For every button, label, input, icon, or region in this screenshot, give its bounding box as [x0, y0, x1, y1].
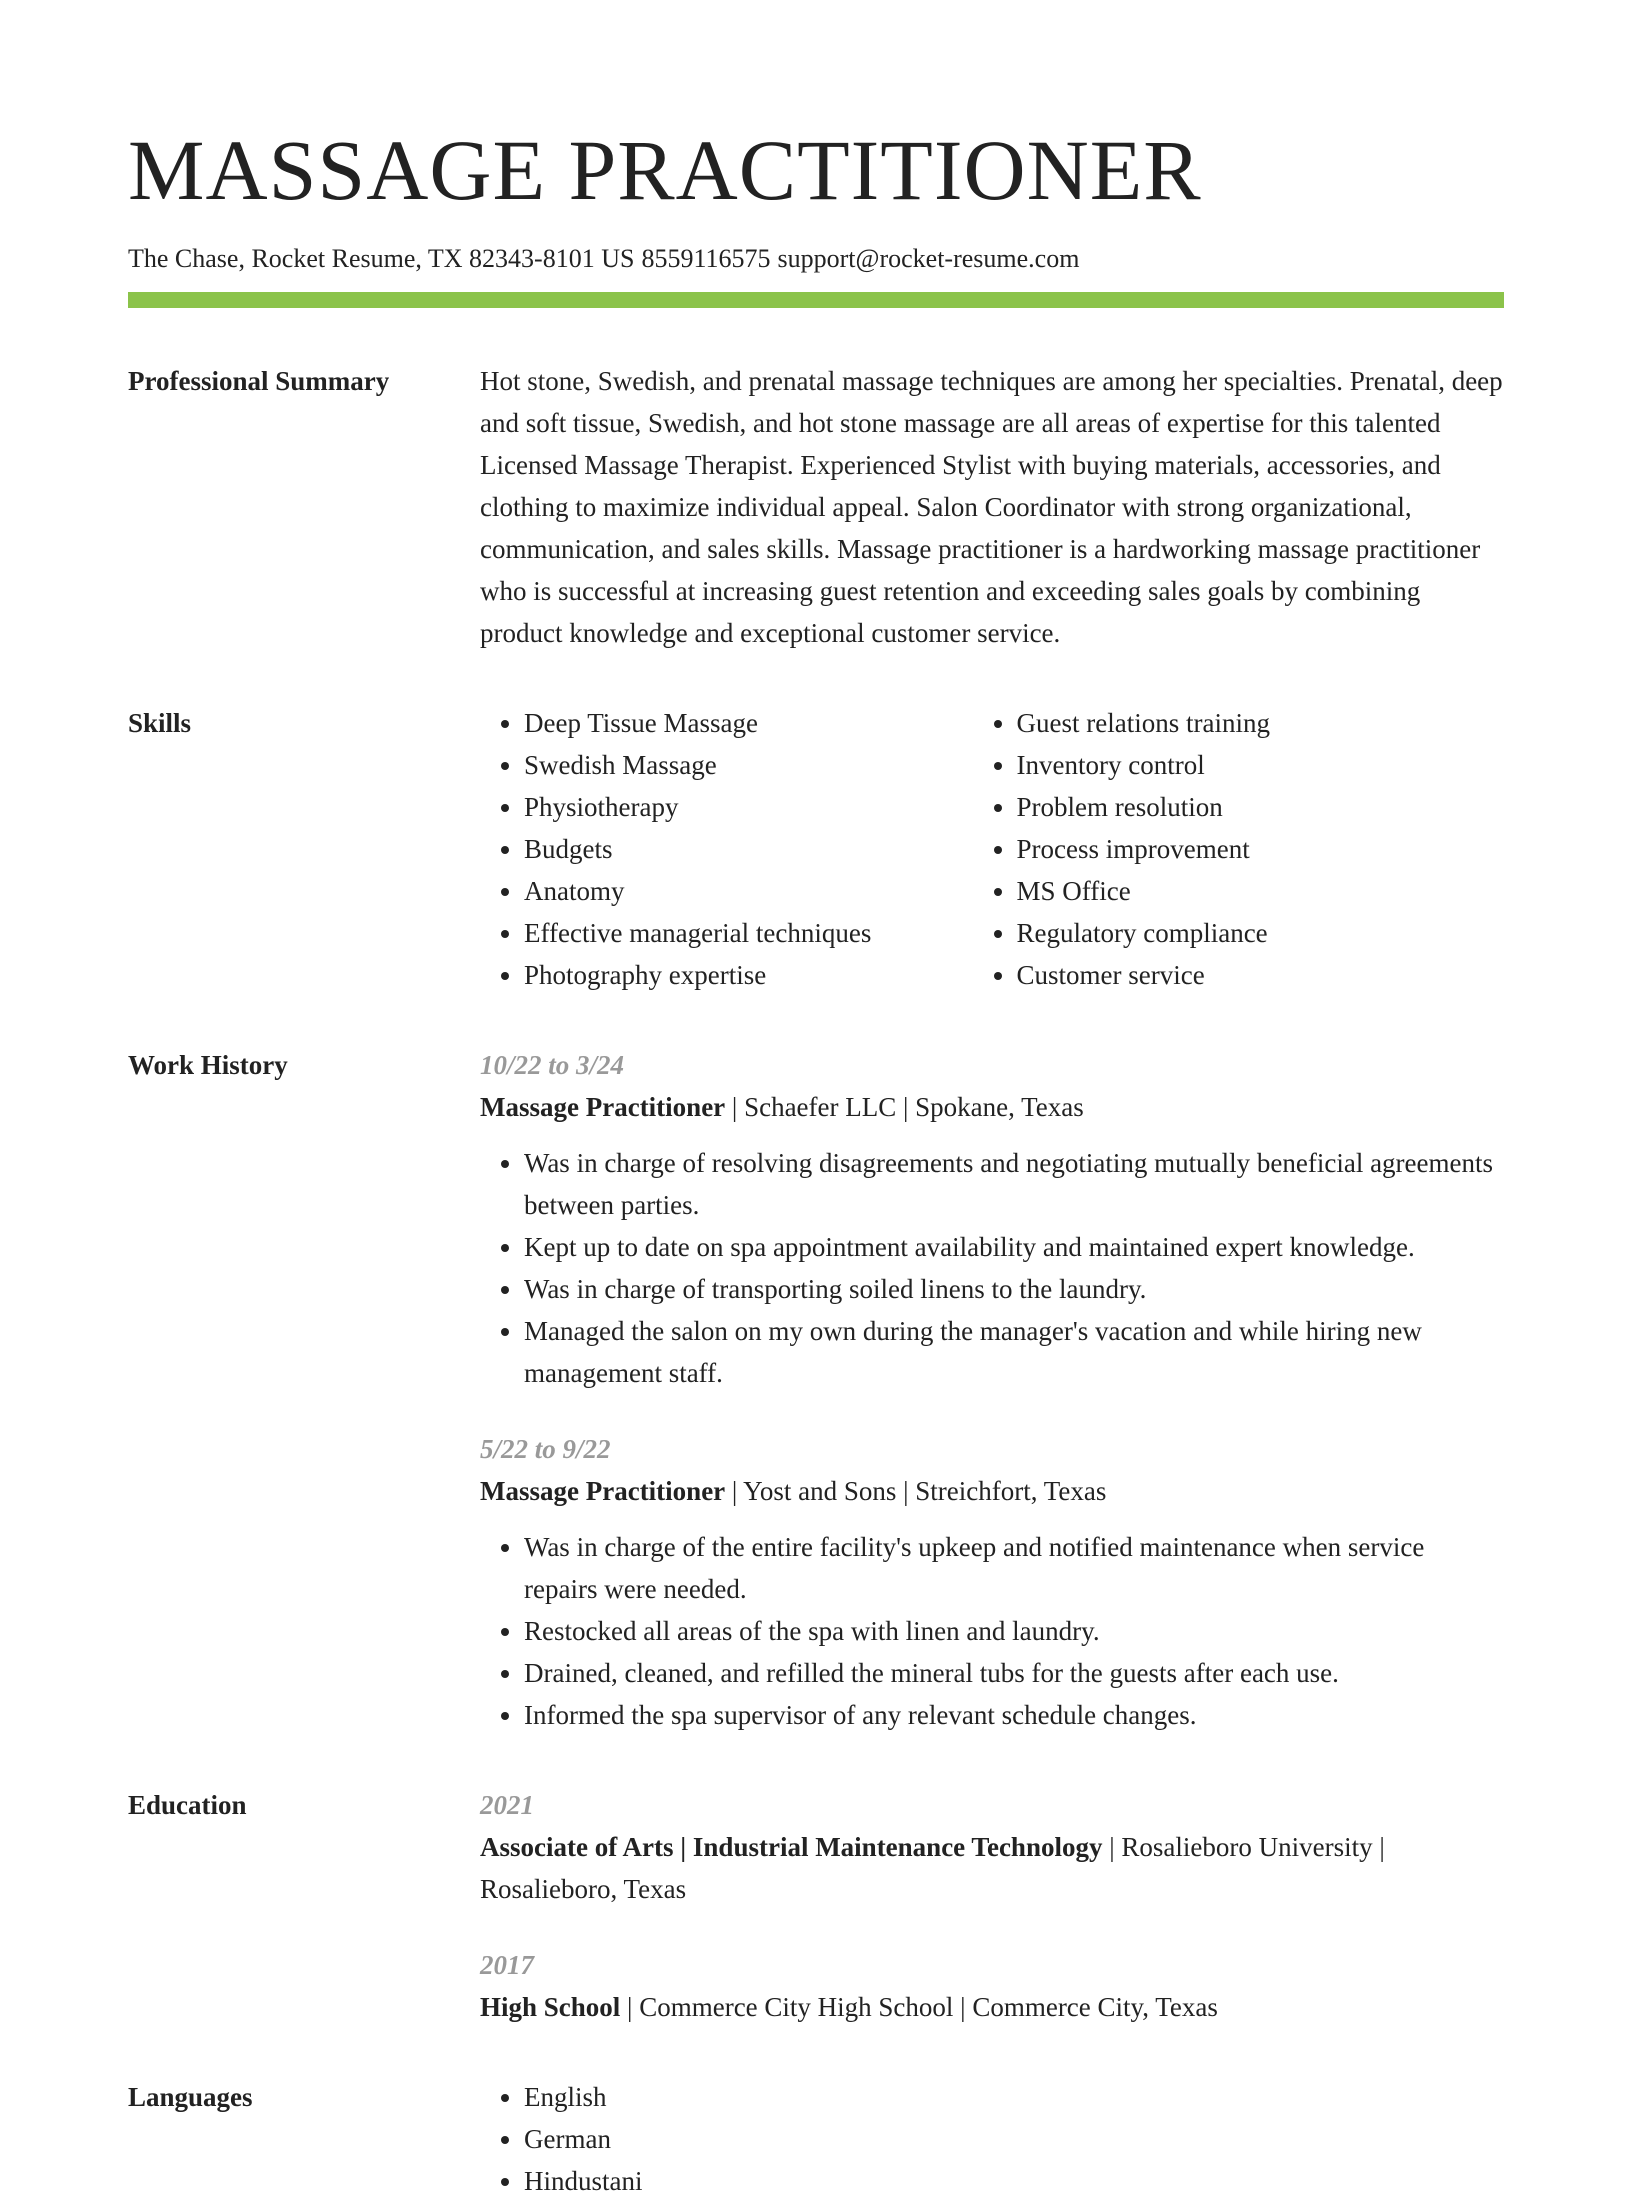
education-line [480, 1826, 1504, 1910]
job-role: Massage Practitioner [480, 1092, 726, 1122]
work-history-heading: Work History [128, 1050, 288, 1080]
job-bullets [480, 1142, 1504, 1394]
job-bullets [480, 1526, 1504, 1736]
job-details: | Yost and Sons | Streichfort, Texas [725, 1476, 1107, 1506]
skill-item: • Anatomy [524, 870, 973, 912]
contact-phone: 8559116575 [641, 244, 771, 273]
resume-name: MASSAGE PRACTITIONER [128, 122, 1202, 218]
job-bullet: • Kept up to date on spa appointment availability and maintained expert knowledge. [524, 1226, 1504, 1268]
summary-heading: Professional Summary [128, 366, 390, 396]
job-dates: 5/22 to 9/22 [480, 1434, 611, 1464]
job-title-line [480, 1470, 1504, 1512]
education-degree: Associate of Arts | Industrial Maintenance Technology [480, 1832, 1103, 1862]
job-entry [480, 1044, 1504, 1394]
skill-item: • Photography expertise [524, 954, 973, 996]
education-degree: High School [480, 1992, 621, 2022]
summary-section [128, 360, 1504, 654]
education-year: 2021 [480, 1790, 534, 1820]
language-item: • English [524, 2076, 1504, 2118]
skill-item: • Process improvement [1017, 828, 1505, 870]
contact-address: The Chase, Rocket Resume, TX 82343-8101 US [128, 244, 635, 273]
languages-heading: Languages [128, 2082, 253, 2112]
skill-item: • Guest relations training [1017, 702, 1505, 744]
job-bullet: • Managed the salon on my own during the manager's vacation and while hiring new management staff. [524, 1310, 1504, 1394]
summary-text: Hot stone, Swedish, and prenatal massage techniques are among her specialties. Prenatal, deep and soft tissue, Swedish, and hot stone massage are all areas of expertise for this talented Licensed Massage Therapist. Experienced Stylist with buying materials, accessories, and clothing to maximize individual appeal. Salon Coordinator with strong organizational, communication, and sales skills. Massage practitioner is a hardworking massage practitioner who is successful at increasing guest retention and exceeding sales goals by combining product knowledge and exceptional customer service. [480, 366, 1503, 648]
languages-body [480, 2076, 1504, 2202]
education-heading: Education [128, 1790, 247, 1820]
education-line [480, 1986, 1504, 2028]
job-bullet: • Restocked all areas of the spa with linen and laundry. [524, 1610, 1504, 1652]
job-bullet: • Informed the spa supervisor of any relevant schedule changes. [524, 1694, 1504, 1736]
job-bullet: • Drained, cleaned, and refilled the mineral tubs for the guests after each use. [524, 1652, 1504, 1694]
work-history-body [480, 1044, 1504, 1736]
skill-item: • Effective managerial techniques [524, 912, 973, 954]
skills-body [480, 702, 1504, 996]
education-year: 2017 [480, 1950, 534, 1980]
skill-item: • Customer service [1017, 954, 1505, 996]
language-item: • German [524, 2118, 1504, 2160]
skill-item: • Physiotherapy [524, 786, 973, 828]
education-section [128, 1784, 1504, 2028]
job-bullet: • Was in charge of the entire facility's upkeep and notified maintenance when service repairs were needed. [524, 1526, 1504, 1610]
skill-item: • Inventory control [1017, 744, 1505, 786]
skill-item: • Budgets [524, 828, 973, 870]
education-details: | Rosalieboro University | Rosalieboro, Texas [480, 1832, 1385, 1904]
languages-section [128, 2076, 1504, 2202]
contact-line [128, 242, 1504, 276]
job-details: | Schaefer LLC | Spokane, Texas [725, 1092, 1084, 1122]
skill-item: • MS Office [1017, 870, 1505, 912]
summary-body [480, 360, 1504, 654]
language-item: • Hindustani [524, 2160, 1504, 2202]
job-title-line [480, 1086, 1504, 1128]
education-entry [480, 1784, 1504, 1910]
skills-list-right [973, 702, 1505, 996]
job-dates: 10/22 to 3/24 [480, 1050, 625, 1080]
education-body [480, 1784, 1504, 2028]
job-bullet: • Was in charge of resolving disagreements and negotiating mutually beneficial agreements between parties. [524, 1142, 1504, 1226]
skills-list-left [480, 702, 973, 996]
skill-item: • Regulatory compliance [1017, 912, 1505, 954]
skill-item: • Problem resolution [1017, 786, 1505, 828]
work-history-section [128, 1044, 1504, 1736]
contact-email: support@rocket-resume.com [777, 244, 1080, 273]
skills-heading: Skills [128, 708, 192, 738]
skill-item: • Swedish Massage [524, 744, 973, 786]
education-entry [480, 1944, 1504, 2028]
skill-item: • Deep Tissue Massage [524, 702, 973, 744]
job-entry [480, 1428, 1504, 1736]
languages-list [480, 2076, 1504, 2202]
job-role: Massage Practitioner [480, 1476, 726, 1506]
education-details: | Commerce City High School | Commerce City, Texas [620, 1992, 1218, 2022]
header-divider [128, 292, 1504, 308]
skills-section [128, 702, 1504, 996]
job-bullet: • Was in charge of transporting soiled linens to the laundry. [524, 1268, 1504, 1310]
